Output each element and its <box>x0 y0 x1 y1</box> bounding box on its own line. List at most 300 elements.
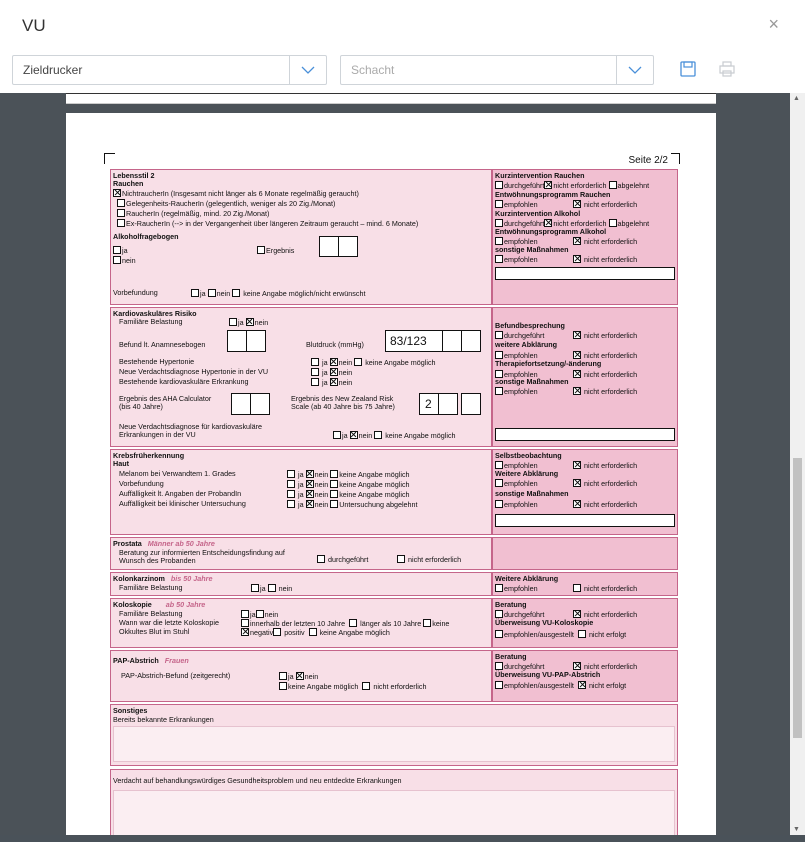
checkbox[interactable] <box>333 431 341 439</box>
checkbox-checked[interactable] <box>573 351 581 359</box>
prostata-durchgefuehrt[interactable] <box>317 555 368 565</box>
verdacht-input[interactable] <box>113 790 675 835</box>
sonstige-input[interactable] <box>495 514 675 527</box>
kolo-okkult-options[interactable] <box>241 628 390 638</box>
nz-digit-box[interactable] <box>438 393 458 415</box>
printer-select-value: Zieldrucker <box>23 63 83 77</box>
checkbox[interactable] <box>609 181 617 189</box>
scroll-up-icon[interactable]: ▲ <box>793 95 800 102</box>
opt-label: nicht erforderlich <box>373 682 427 691</box>
opt-label: nein <box>338 378 353 387</box>
checkbox-checked[interactable] <box>330 358 338 366</box>
auff-klin-options[interactable] <box>287 500 418 510</box>
sonstige-heading: sonstige Maßnahmen <box>495 245 569 254</box>
opt-label: keine Angabe möglich <box>365 358 436 367</box>
tray-select-placeholder: Schacht <box>351 63 395 77</box>
checkbox[interactable] <box>495 681 503 689</box>
aha-label: Ergebnis des AHA Calculator <box>119 394 212 403</box>
section-pap-beratung <box>492 650 678 702</box>
checkbox[interactable] <box>330 500 338 508</box>
checkbox[interactable] <box>117 219 125 227</box>
checkbox[interactable] <box>241 619 249 627</box>
sonstige-options[interactable] <box>495 500 538 510</box>
checkbox[interactable] <box>495 219 503 227</box>
sonstige-heading: sonstige Maßnahmen <box>495 377 569 386</box>
checkbox[interactable] <box>349 619 357 627</box>
sonstige-heading: sonstige Maßnahmen <box>495 489 569 498</box>
checkbox-checked[interactable] <box>306 470 314 478</box>
opt-label: Ergebnis <box>266 246 295 255</box>
opt-label: nicht erforderlich <box>584 461 638 470</box>
opt-label: durchgeführt <box>504 331 545 340</box>
opt-label: nein <box>278 584 293 593</box>
sonstige-nicht[interactable] <box>573 387 637 397</box>
ueberweisung-options[interactable] <box>495 681 626 691</box>
blutdruck-digit-box[interactable] <box>461 330 481 352</box>
checkbox[interactable] <box>287 490 295 498</box>
checkbox[interactable] <box>495 351 503 359</box>
bekannte-input[interactable] <box>113 726 675 762</box>
nz-value: 2 <box>425 397 432 411</box>
rauchen-heading: Rauchen <box>113 179 144 188</box>
ergebnis-digit-box[interactable] <box>319 236 339 257</box>
opt-label: nicht erforderlich <box>584 500 638 509</box>
opt-label: nein <box>254 318 269 327</box>
opt-label: empfohlen <box>504 370 538 379</box>
checkbox-checked[interactable] <box>306 500 314 508</box>
krebs-vorbefundung-label: Vorbefundung <box>119 479 164 488</box>
checkbox[interactable] <box>309 628 317 636</box>
kolo-familiaere-label: Familiäre Belastung <box>119 609 183 618</box>
checkbox[interactable] <box>362 682 370 690</box>
opt-label: nein <box>122 256 136 265</box>
chevron-down-icon[interactable] <box>616 56 653 84</box>
checkbox[interactable] <box>191 289 199 297</box>
kolo-wann-label: Wann war die letzte Koloskopie <box>119 618 220 627</box>
printer-select[interactable] <box>12 55 327 85</box>
opt-label: ja <box>298 490 304 499</box>
opt-label: keine Angabe möglich <box>339 470 410 479</box>
befundbesprechung-heading: Befundbesprechung <box>495 321 565 330</box>
opt-label: nein <box>338 358 353 367</box>
checkbox[interactable] <box>495 500 503 508</box>
blutdruck-label: Blutdruck (mmHg) <box>306 340 364 349</box>
document-preview[interactable] <box>0 93 790 835</box>
opt-label: nicht erfolgt <box>588 630 627 639</box>
vorbefundung-label: Vorbefundung <box>113 288 158 297</box>
selbst-nicht[interactable] <box>573 461 637 471</box>
section-befundbesprechung <box>492 307 678 447</box>
checkbox[interactable] <box>573 584 581 592</box>
opt-label: nein <box>338 368 353 377</box>
section-selbstbeobachtung <box>492 449 678 535</box>
opt-label: nein <box>358 431 373 440</box>
entw-rauchen-nicht[interactable] <box>573 200 637 210</box>
checkbox-checked[interactable] <box>296 672 304 680</box>
neue-kardio-options[interactable] <box>333 431 456 441</box>
checkbox[interactable] <box>578 630 586 638</box>
lebensstil-heading: Lebensstil 2 <box>113 171 155 180</box>
checkbox[interactable] <box>287 470 295 478</box>
aha-digit-box[interactable] <box>250 393 270 415</box>
opt-label: empfohlen/ausgestellt <box>504 681 574 690</box>
checkbox[interactable] <box>279 672 287 680</box>
section-lebensstil <box>110 169 492 305</box>
checkbox-checked[interactable] <box>241 628 249 636</box>
checkbox-checked[interactable] <box>573 370 581 378</box>
dialog-title: VU <box>22 16 46 35</box>
checkbox[interactable] <box>117 199 125 207</box>
checkbox[interactable] <box>495 255 503 263</box>
ueberweisung-heading: Überweisung VU-PAP-Abstrich <box>495 670 601 679</box>
pap-heading: PAP-Abstrich <box>113 656 159 665</box>
checkbox[interactable] <box>495 237 503 245</box>
checkbox[interactable] <box>495 461 503 469</box>
hypertonie-options[interactable] <box>311 358 436 368</box>
checkbox-checked[interactable] <box>350 431 358 439</box>
neue-kardio-label: Neue Verdachtsdiagnose für kardiovaskuläre <box>119 422 263 431</box>
kolo-hint: ab 50 Jahre <box>165 600 206 609</box>
checkbox-checked[interactable] <box>544 219 552 227</box>
opt-label: nein <box>314 500 329 509</box>
opt-label: ja <box>298 480 304 489</box>
opt-label: durchgeführt <box>504 219 545 228</box>
checkbox-checked[interactable] <box>306 490 314 498</box>
opt-label: ja <box>200 289 206 298</box>
checkbox[interactable] <box>287 480 295 488</box>
prostata-line2: Wunsch des Probanden <box>119 556 196 565</box>
checkbox-checked[interactable] <box>306 480 314 488</box>
checkbox[interactable] <box>495 479 503 487</box>
section-kardiovaskulaer <box>110 307 492 447</box>
opt-label: Ex-RaucherIn (--> in der Vergangenheit über längeren Zeitraum geraucht – mind. 6 Monate) <box>126 219 419 228</box>
checkbox[interactable] <box>495 387 503 395</box>
auff-proband-label: Auffälligkeit lt. Angaben der ProbandIn <box>119 489 242 498</box>
opt-label: ja <box>250 610 256 619</box>
opt-label: keine Angabe möglich <box>288 682 359 691</box>
close-icon[interactable]: × <box>768 14 779 34</box>
alkohol-nein[interactable] <box>113 256 136 266</box>
checkbox[interactable] <box>287 500 295 508</box>
scroll-down-icon[interactable]: ▼ <box>793 826 800 833</box>
sonstige-nicht[interactable] <box>573 500 637 510</box>
kardio-familiaere-options[interactable] <box>229 318 268 328</box>
auff-proband-options[interactable] <box>287 490 410 500</box>
checkbox-checked[interactable] <box>573 200 581 208</box>
prostata-nicht[interactable] <box>397 555 461 565</box>
weitere-nicht[interactable] <box>573 479 637 489</box>
section-verdacht <box>110 769 678 835</box>
checkbox-checked[interactable] <box>573 255 581 263</box>
aha-sub: (bis 40 Jahre) <box>119 402 163 411</box>
melanom-options[interactable] <box>287 470 410 480</box>
checkbox[interactable] <box>354 358 362 366</box>
opt-label: empfohlen <box>504 200 538 209</box>
nz-label: Ergebnis des New Zealand Risk <box>291 394 394 403</box>
krebs-vorbefundung-options[interactable] <box>287 480 410 490</box>
opt-label: ja <box>322 368 328 377</box>
opt-label: nicht erforderlich <box>584 387 638 396</box>
checkbox-checked[interactable] <box>573 387 581 395</box>
checkbox[interactable] <box>257 246 265 254</box>
kolo-okkult-label: Okkultes Blut im Stuhl <box>119 627 190 636</box>
checkbox-checked[interactable] <box>330 368 338 376</box>
sonstige-options[interactable] <box>495 387 538 397</box>
checkbox[interactable] <box>113 256 121 264</box>
checkbox[interactable] <box>495 200 503 208</box>
opt-label: nicht erforderlich <box>408 555 462 564</box>
checkbox[interactable] <box>273 628 281 636</box>
opt-label: durchgeführt <box>504 662 545 671</box>
checkbox-checked[interactable] <box>330 378 338 386</box>
weitere-heading: weitere Abklärung <box>495 340 558 349</box>
section-koloskopie <box>110 598 492 648</box>
pap-hint: Frauen <box>164 656 189 665</box>
therapie-nicht[interactable] <box>573 370 637 380</box>
checkbox-checked[interactable] <box>113 189 121 197</box>
opt-label: empfohlen/ausgestellt <box>504 630 574 639</box>
checkbox[interactable] <box>241 610 249 618</box>
sonstige-input[interactable] <box>495 428 675 441</box>
checkbox[interactable] <box>229 318 237 326</box>
opt-label: ja <box>322 358 328 367</box>
prostata-line1: Beratung zur informierten Entscheidungsfindung auf <box>119 548 285 557</box>
opt-exraucher[interactable] <box>117 219 418 229</box>
checkbox[interactable] <box>495 331 503 339</box>
previous-page <box>66 93 716 104</box>
checkbox[interactable] <box>423 619 431 627</box>
checkbox[interactable] <box>495 662 503 670</box>
haut-heading: Haut <box>113 459 129 468</box>
opt-label: abgelehnt <box>617 181 650 190</box>
opt-label: positiv <box>284 628 305 637</box>
checkbox[interactable] <box>256 610 264 618</box>
checkbox[interactable] <box>397 555 405 563</box>
ueberweisung-heading: Überweisung VU-Koloskopie <box>495 618 594 627</box>
section-prostata-right <box>492 537 678 570</box>
sonstige-nicht[interactable] <box>573 255 637 265</box>
checkbox-checked[interactable] <box>578 681 586 689</box>
opt-label: NichtraucherIn (Insgesamt nicht länger als 6 Monate regelmäßig geraucht) <box>122 189 359 198</box>
kurz-alkohol-heading: Kurzintervention Alkohol <box>495 209 581 218</box>
aha-digit-box[interactable] <box>231 393 251 415</box>
checkbox[interactable] <box>311 368 319 376</box>
opt-label: ja <box>238 318 244 327</box>
opt-label: empfohlen <box>504 479 538 488</box>
opt-label: nicht erforderlich <box>584 351 638 360</box>
opt-label: abgelehnt <box>617 219 650 228</box>
nz-digit-box[interactable] <box>461 393 481 415</box>
ergebnis-digit-box[interactable] <box>338 236 358 257</box>
checkbox[interactable] <box>330 470 338 478</box>
checkbox[interactable] <box>495 181 503 189</box>
scrollbar-thumb[interactable] <box>793 458 802 738</box>
checkbox[interactable] <box>117 209 125 217</box>
opt-label: RaucherIn (regelmäßig, mind. 20 Zig./Monat) <box>126 209 270 218</box>
checkbox[interactable] <box>232 289 240 297</box>
bekannte-label: Bereits bekannte Erkrankungen <box>113 715 214 724</box>
opt-label: keine Angabe möglich <box>385 431 456 440</box>
opt-label: nicht erforderlich <box>553 219 607 228</box>
ueberweisung-options[interactable] <box>495 630 626 640</box>
weitere-nicht[interactable] <box>573 584 637 594</box>
opt-label: empfohlen <box>504 351 538 360</box>
checkbox[interactable] <box>374 431 382 439</box>
weitere-options[interactable] <box>495 584 538 594</box>
checkbox-checked[interactable] <box>573 237 581 245</box>
checkbox-checked[interactable] <box>544 181 552 189</box>
checkbox-checked[interactable] <box>573 610 581 618</box>
blutdruck-value: 83/123 <box>390 334 427 348</box>
nz-sub: Scale (ab 40 Jahre bis 75 Jahre) <box>291 402 395 411</box>
opt-label: durchgeführt <box>504 610 545 619</box>
dialog-header <box>0 0 805 50</box>
opt-label: nein <box>264 610 279 619</box>
checkbox[interactable] <box>279 682 287 690</box>
entw-alkohol-nicht[interactable] <box>573 237 637 247</box>
opt-label: ja <box>288 672 294 681</box>
befund-digit-box[interactable] <box>246 330 266 352</box>
auff-klin-label: Auffälligkeit bei klinischer Untersuchung <box>119 499 246 508</box>
prostata-hint: Männer ab 50 Jahre <box>147 539 215 548</box>
opt-label: nicht erforderlich <box>584 331 638 340</box>
opt-raucher[interactable] <box>117 209 269 219</box>
opt-label: ja <box>260 584 266 593</box>
opt-label: Untersuchung abgelehnt <box>339 500 418 509</box>
selbst-heading: Selbstbeobachtung <box>495 451 562 460</box>
opt-label: nein <box>216 289 231 298</box>
opt-label: ja <box>298 470 304 479</box>
checkbox[interactable] <box>311 378 319 386</box>
checkbox-checked[interactable] <box>573 500 581 508</box>
blutdruck-digit-box[interactable] <box>442 330 462 352</box>
kardio-familiaere-label: Familiäre Belastung <box>119 317 183 326</box>
weitere-heading: Weitere Abklärung <box>495 469 559 478</box>
weitere-options[interactable] <box>495 479 538 489</box>
befundbesprechung-nicht[interactable] <box>573 331 637 341</box>
kolon-familiaere-options[interactable] <box>251 584 292 594</box>
checkbox[interactable] <box>251 584 259 592</box>
befund-digit-box[interactable] <box>227 330 247 352</box>
checkbox[interactable] <box>495 630 503 638</box>
prostata-heading: Prostata <box>113 539 142 548</box>
therapie-heading: Therapiefortsetzung/-änderung <box>495 359 602 368</box>
save-icon[interactable] <box>679 60 697 78</box>
checkbox[interactable] <box>495 584 503 592</box>
checkbox-checked[interactable] <box>573 662 581 670</box>
scrollbar[interactable] <box>790 93 805 835</box>
alkohol-ja[interactable] <box>113 246 128 256</box>
opt-label: nein <box>314 490 329 499</box>
nz-digit-box[interactable] <box>419 393 439 415</box>
opt-label: innerhalb der letzten 10 Jahre <box>250 619 346 628</box>
section-sonstiges <box>110 704 678 766</box>
opt-label: länger als 10 Jahre <box>360 619 422 628</box>
checkbox[interactable] <box>609 219 617 227</box>
neue-hyp-label: Neue Verdachtsdiagnose Hypertonie in der VU <box>119 367 269 376</box>
checkbox-checked[interactable] <box>573 461 581 469</box>
checkbox[interactable] <box>113 246 121 254</box>
crop-mark-left <box>104 153 115 164</box>
checkbox-checked[interactable] <box>573 479 581 487</box>
opt-label: empfohlen <box>504 237 538 246</box>
opt-label: ja <box>122 246 128 255</box>
krebs-heading: Krebsfrüherkennung <box>113 451 185 460</box>
opt-label: ja <box>342 431 348 440</box>
opt-label: keine Angabe möglich <box>339 490 410 499</box>
print-icon[interactable] <box>718 60 736 78</box>
kardio-heading: Kardiovaskuläres Risiko <box>113 309 197 318</box>
sonstige-options[interactable] <box>495 255 538 265</box>
opt-gelegenheit[interactable] <box>117 199 335 209</box>
neue-hyp-options[interactable] <box>311 368 352 378</box>
section-kurzintervention <box>492 169 678 305</box>
opt-label: nicht erfolgt <box>588 681 627 690</box>
checkbox[interactable] <box>330 490 338 498</box>
checkbox[interactable] <box>495 610 503 618</box>
opt-label: keine <box>432 619 450 628</box>
opt-label: nicht erforderlich <box>584 255 638 264</box>
checkbox[interactable] <box>317 555 325 563</box>
opt-label: nicht erforderlich <box>584 662 638 671</box>
melanom-label: Melanom bei Verwandtem 1. Grades <box>119 469 236 478</box>
checkbox[interactable] <box>330 480 338 488</box>
verdacht-label: Verdacht auf behandlungswürdiges Gesundheitsproblem und neu entdeckte Erkrankungen <box>113 776 402 785</box>
sonstiges-heading: Sonstiges <box>113 706 148 715</box>
checkbox[interactable] <box>311 358 319 366</box>
opt-label: nicht erforderlich <box>584 479 638 488</box>
chevron-down-icon[interactable] <box>289 56 326 84</box>
opt-label: nicht erforderlich <box>584 610 638 619</box>
opt-label: negativ <box>250 628 274 637</box>
pap-keine-options[interactable] <box>279 682 426 692</box>
document-page <box>66 113 716 835</box>
kolon-heading: Kolonkarzinom <box>113 574 165 583</box>
sonstige-input[interactable] <box>495 267 675 280</box>
section-krebsfrueherkennung <box>110 449 492 535</box>
vorbefundung-options[interactable] <box>191 289 365 299</box>
checkbox-checked[interactable] <box>246 318 254 326</box>
checkbox-checked[interactable] <box>573 331 581 339</box>
page-number: Seite 2/2 <box>628 155 668 166</box>
beratung-heading: Beratung <box>495 600 527 609</box>
checkbox[interactable] <box>208 289 216 297</box>
opt-label: nicht erforderlich <box>584 237 638 246</box>
opt-label: durchgeführt <box>504 181 545 190</box>
opt-nichtraucher[interactable] <box>113 189 359 199</box>
opt-label: nicht erforderlich <box>584 370 638 379</box>
pap-befund-label: PAP-Abstrich-Befund (zeitgerecht) <box>121 671 231 680</box>
befund-label: Befund lt. Anamnesebogen <box>119 340 206 349</box>
kolo-heading: Koloskopie <box>113 600 152 609</box>
crop-mark-right <box>671 153 680 164</box>
tray-select[interactable] <box>340 55 654 85</box>
alkohol-ergebnis[interactable] <box>257 246 294 256</box>
kurz-rauchen-heading: Kurzintervention Rauchen <box>495 171 585 180</box>
kolon-familiaere-label: Familiäre Belastung <box>119 583 183 592</box>
opt-label: ja <box>322 378 328 387</box>
blutdruck-box[interactable] <box>385 330 443 352</box>
hypertonie-label: Bestehende Hypertonie <box>119 357 195 366</box>
neue-kardio-sub: Erkrankungen in der VU <box>119 430 196 439</box>
checkbox[interactable] <box>268 584 276 592</box>
pap-befund-options[interactable] <box>279 672 318 682</box>
opt-label: keine Angabe möglich/nicht erwünscht <box>243 289 366 298</box>
section-pap-abstrich <box>110 650 492 702</box>
entw-rauchen-heading: Entwöhnungsprogramm Rauchen <box>495 190 611 199</box>
kardio-erkr-options[interactable] <box>311 378 352 388</box>
opt-label: empfohlen <box>504 387 538 396</box>
